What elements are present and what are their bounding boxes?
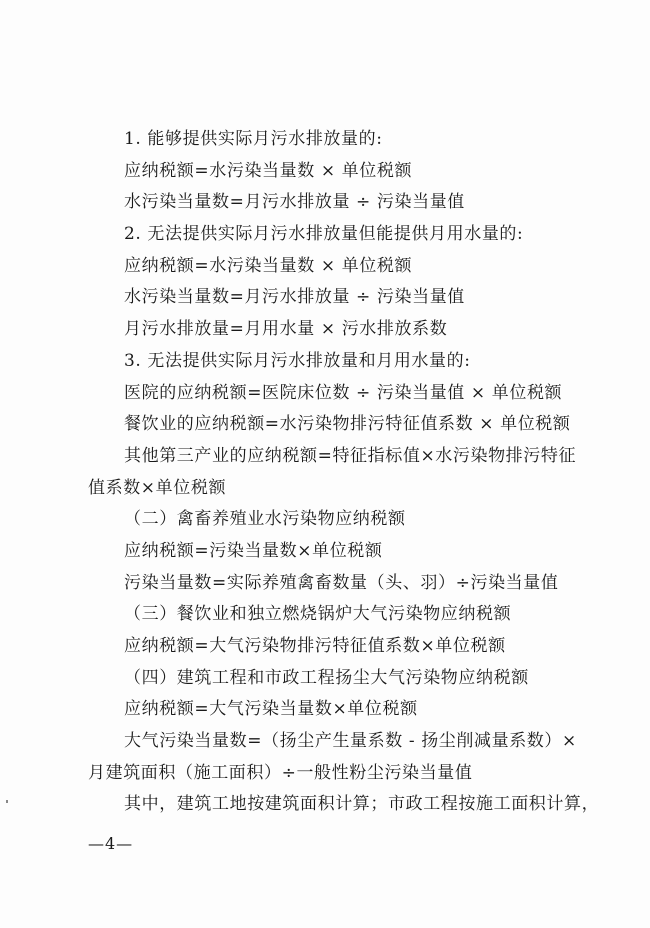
text-line: 应纳税额=水污染当量数 × 单位税额 xyxy=(124,255,413,276)
text-line: 大气污染当量数=（扬尘产生量系数 - 扬尘削减量系数）× xyxy=(124,731,577,752)
text-line: 应纳税额=大气污染物排污特征值系数×单位税额 xyxy=(124,636,506,656)
section-heading: （三）餐饮业和独立燃烧锅炉大气污染物应纳税额 xyxy=(124,604,512,625)
text-line: 其他第三产业的应纳税额=特征指标值×水污染物排污特征 xyxy=(124,445,577,466)
text-line: 污染当量数=实际养殖禽畜数量（头、羽）÷污染当量值 xyxy=(124,572,559,593)
text-line: 月建筑面积（施工面积）÷一般性粉尘污染当量值 xyxy=(88,762,473,783)
text-line: 3. 无法提供实际月污水排放量和月用水量的: xyxy=(124,350,471,371)
body-text xyxy=(88,124,600,821)
text-line: 月污水排放量=月用水量 × 污水排放系数 xyxy=(124,319,448,340)
text-line: 1. 能够提供实际月污水排放量的: xyxy=(124,129,383,149)
scan-speck xyxy=(6,800,8,803)
text-line: 水污染当量数=月污水排放量 ÷ 污染当量值 xyxy=(124,287,465,308)
text-line: 其中，建筑工地按建筑面积计算；市政工程按施工面积计算， xyxy=(124,794,600,815)
text-line: 值系数×单位税额 xyxy=(88,477,227,498)
section-heading: （二）禽畜养殖业水污染物应纳税额 xyxy=(124,509,406,530)
text-line: 水污染当量数=月污水排放量 ÷ 污染当量值 xyxy=(124,192,465,213)
text-line: 医院的应纳税额=医院床位数 ÷ 污染当量值 × 单位税额 xyxy=(124,382,563,403)
section-heading: （四）建筑工程和市政工程扬尘大气污染物应纳税额 xyxy=(124,667,529,688)
text-line: 2. 无法提供实际月污水排放量但能提供月用水量的: xyxy=(124,224,524,245)
page-number: —4— xyxy=(88,834,134,853)
text-line: 餐饮业的应纳税额=水污染物排污特征值系数 × 单位税额 xyxy=(124,414,571,435)
text-line: 应纳税额=污染当量数×单位税额 xyxy=(124,540,383,561)
text-line: 应纳税额=水污染当量数 × 单位税额 xyxy=(124,160,413,181)
text-line: 应纳税额=大气污染当量数×单位税额 xyxy=(124,699,418,720)
